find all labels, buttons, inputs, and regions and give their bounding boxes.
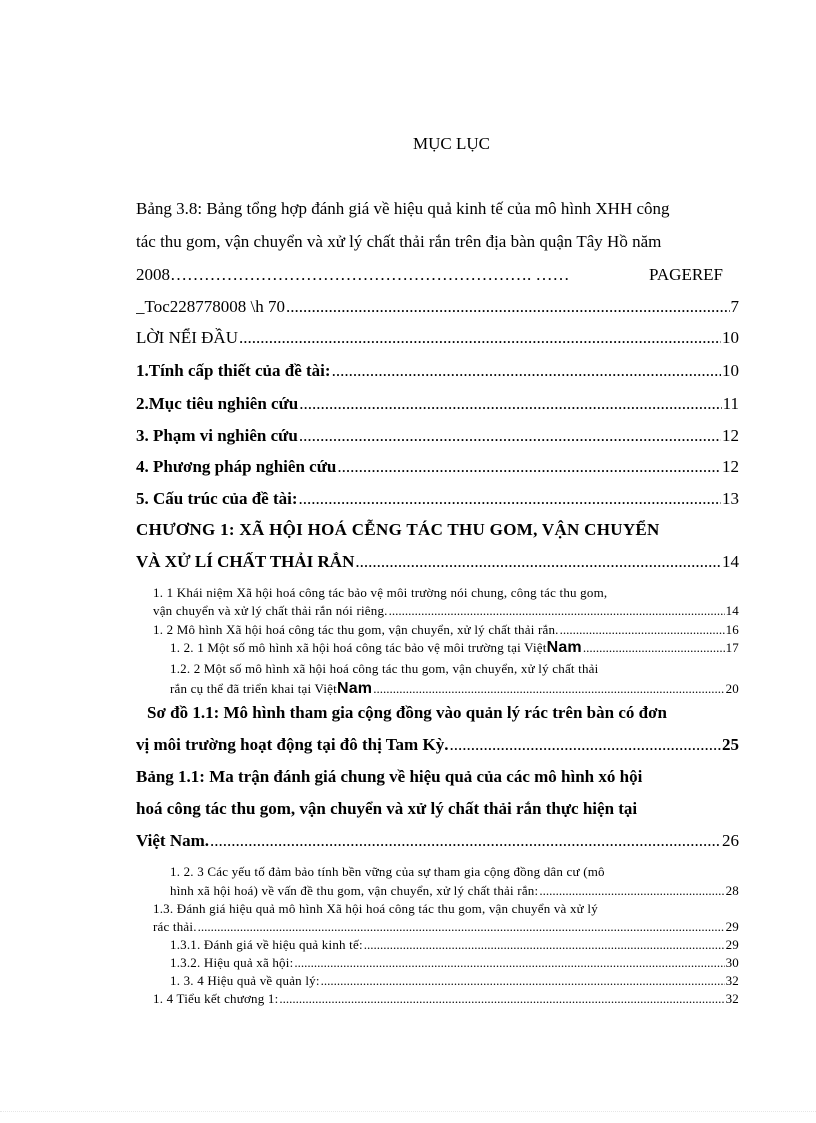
toc-page-number: 12 bbox=[722, 426, 739, 445]
toc-page-number: 30 bbox=[725, 955, 739, 970]
toc-entry-text: VÀ XỬ LÍ CHẤT THẢI RẮN bbox=[136, 552, 355, 571]
dot-leader bbox=[389, 603, 725, 619]
dot-leader bbox=[294, 955, 724, 971]
toc-page-number: 10 bbox=[722, 361, 739, 380]
toc-entry-text-nam: Nam bbox=[336, 680, 373, 697]
toc-entry-text: 5. Cấu trúc của đề tài: bbox=[136, 489, 298, 508]
toc-entry-diagram-1-1[interactable] bbox=[136, 735, 739, 755]
toc-entry-3[interactable] bbox=[136, 426, 739, 446]
toc-entry-text: 1. 2. 1 Một số mô hình xã hội hoá công tác bảo vệ môi trường tại Việt bbox=[170, 640, 547, 655]
intro-line-3-left: 2008………………………………………………………. …… bbox=[136, 265, 570, 284]
dot-leader bbox=[337, 457, 721, 477]
dot-leader bbox=[449, 735, 721, 755]
toc-entry-1-3-4[interactable] bbox=[170, 973, 739, 989]
toc-entry-1-3-2[interactable] bbox=[170, 955, 739, 971]
dot-leader bbox=[279, 991, 724, 1007]
toc-entry-1-2-1[interactable] bbox=[170, 639, 739, 657]
toc-entry-table-1-1[interactable] bbox=[136, 831, 739, 851]
toc-entry-1-3[interactable] bbox=[153, 919, 739, 935]
toc-entry-1-2-3[interactable] bbox=[170, 883, 739, 899]
toc-entry-text: hình xã hội hoá) về vấn đề thu gom, vận chuyển, xử lý chất thải rắn: bbox=[170, 883, 539, 898]
toc-page-number: 28 bbox=[725, 883, 739, 898]
diagram-1-1-line-1[interactable]: Sơ đồ 1.1: Mô hình tham gia cộng đồng vào quản lý rác trên bàn có đơn bbox=[147, 703, 667, 722]
toc-entry-text: 1.3.1. Đánh giá về hiệu quả kinh tế: bbox=[170, 937, 363, 952]
toc-entry-text: LỜI NỂI ĐẦU bbox=[136, 328, 238, 347]
toc-page-number: 16 bbox=[725, 622, 739, 637]
toc-entry-text: vị môi trường hoạt động tại đô thị Tam Kỳ. bbox=[136, 735, 449, 754]
dot-leader bbox=[299, 394, 721, 414]
toc-entry-text: 2.Mục tiêu nghiên cứu bbox=[136, 394, 299, 413]
toc-page-number: 32 bbox=[725, 991, 739, 1006]
toc-page-number: 14 bbox=[725, 603, 739, 618]
toc-page-number: 10 bbox=[722, 328, 739, 347]
toc-entry-text: vận chuyển và xử lý chất thải rắn nói riêng. bbox=[153, 603, 388, 618]
toc-entry-1-1-line-1[interactable]: 1. 1 Khái niệm Xã hội hoá công tác bảo vệ môi trường nói chung, công tác thu gom, bbox=[153, 585, 608, 600]
toc-entry-text: Việt Nam. bbox=[136, 831, 210, 850]
dot-leader bbox=[321, 973, 725, 989]
dot-leader bbox=[298, 489, 721, 509]
toc-page-number: 17 bbox=[725, 640, 739, 655]
toc-page-number: 26 bbox=[722, 831, 739, 850]
page-title: MỤC LỤC bbox=[413, 134, 490, 153]
toc-entry-1-1[interactable] bbox=[153, 603, 739, 619]
toc-entry-5[interactable] bbox=[136, 489, 739, 509]
toc-page-number: 14 bbox=[722, 552, 739, 571]
dot-leader bbox=[364, 937, 725, 953]
toc-entry-text: 1. 2 Mô hình Xã hội hoá công tác thu gom, vận chuyển, xử lý chất thải rắn. bbox=[153, 622, 559, 637]
intro-line-3-right: PAGEREF bbox=[649, 265, 724, 284]
toc-page-number: 32 bbox=[725, 973, 739, 988]
dot-leader bbox=[332, 361, 721, 381]
toc-entry-text-nam: Nam bbox=[546, 639, 582, 656]
chapter-1-title[interactable]: CHƯƠNG 1: XÃ HỘI HOÁ CỄNG TÁC THU GOM, VẬN CHUYỂN bbox=[136, 520, 660, 539]
toc-page-number: 20 bbox=[725, 681, 739, 696]
toc-page-number: 12 bbox=[722, 457, 739, 476]
toc-entry-text: 3. Phạm vi nghiên cứu bbox=[136, 426, 298, 445]
toc-entry-1[interactable] bbox=[136, 361, 739, 381]
toc-page-number: 25 bbox=[722, 735, 739, 754]
dot-leader bbox=[210, 831, 721, 851]
toc-page-number: 11 bbox=[722, 394, 739, 413]
toc-entry-1-3-line-1[interactable]: 1.3. Đánh giá hiệu quả mô hình Xã hội hoá công tác thu gom, vận chuyển và xử lý bbox=[153, 901, 598, 916]
toc-entry-text: 1.3.2. Hiệu quả xã hội: bbox=[170, 955, 294, 970]
toc-entry-text: rắn cụ thể đã triển khai tại Việt bbox=[170, 681, 337, 696]
toc-entry-text: rác thải. bbox=[153, 919, 197, 934]
dot-leader bbox=[539, 883, 724, 899]
intro-line-2: tác thu gom, vận chuyển và xử lý chất thải rắn trên địa bàn quận Tây Hồ năm bbox=[136, 232, 662, 251]
toc-entry-text: 4. Phương pháp nghiên cứu bbox=[136, 457, 337, 476]
dot-leader bbox=[239, 328, 721, 348]
dot-leader bbox=[355, 552, 721, 572]
toc-entry-1-4[interactable] bbox=[153, 991, 739, 1007]
toc-entry-text: 1. 4 Tiểu kết chương 1: bbox=[153, 991, 279, 1006]
toc-entry-1-2-3-line-1[interactable]: 1. 2. 3 Các yếu tố đảm bảo tính bền vững của sự tham gia cộng đồng dân cư (mô bbox=[170, 864, 605, 879]
dot-leader bbox=[583, 640, 725, 656]
toc-entry-1-2[interactable] bbox=[153, 622, 739, 638]
toc-entry-chapter-1[interactable] bbox=[136, 552, 739, 572]
toc-entry-2[interactable] bbox=[136, 394, 739, 414]
toc-page-number: 7 bbox=[730, 297, 739, 316]
toc-entry-1-2-2[interactable] bbox=[170, 680, 739, 698]
toc-entry-text: 1.Tính cấp thiết của đề tài: bbox=[136, 361, 331, 380]
toc-entry-intro[interactable] bbox=[136, 297, 739, 317]
toc-entry-loi-noi-dau[interactable] bbox=[136, 328, 739, 348]
dot-leader bbox=[373, 681, 724, 697]
toc-page-number: 29 bbox=[725, 919, 739, 934]
dot-leader bbox=[198, 919, 725, 935]
page-bottom-divider bbox=[0, 1111, 816, 1113]
toc-entry-text: _Toc228778008 \h 70 bbox=[136, 297, 285, 316]
toc-entry-4[interactable] bbox=[136, 457, 739, 477]
table-1-1-line-2[interactable]: hoá công tác thu gom, vận chuyển và xử lý chất thải rắn thực hiện tại bbox=[136, 799, 638, 818]
intro-line-1: Bảng 3.8: Bảng tổng hợp đánh giá về hiệu quả kinh tế của mô hình XHH công bbox=[136, 199, 670, 218]
table-1-1-line-1[interactable]: Bảng 1.1: Ma trận đánh giá chung về hiệu quả của các mô hình xó hội bbox=[136, 767, 643, 786]
toc-entry-text: 1. 3. 4 Hiệu quả về quản lý: bbox=[170, 973, 320, 988]
dot-leader bbox=[286, 297, 730, 317]
toc-entry-1-3-1[interactable] bbox=[170, 937, 739, 953]
dot-leader bbox=[560, 622, 725, 638]
toc-entry-1-2-2-line-1[interactable]: 1.2. 2 Một số mô hình xã hội hoá công tác thu gom, vận chuyển, xử lý chất thải bbox=[170, 661, 599, 676]
dot-leader bbox=[299, 426, 721, 446]
toc-page-number: 13 bbox=[722, 489, 739, 508]
toc-page-number: 29 bbox=[725, 937, 739, 952]
